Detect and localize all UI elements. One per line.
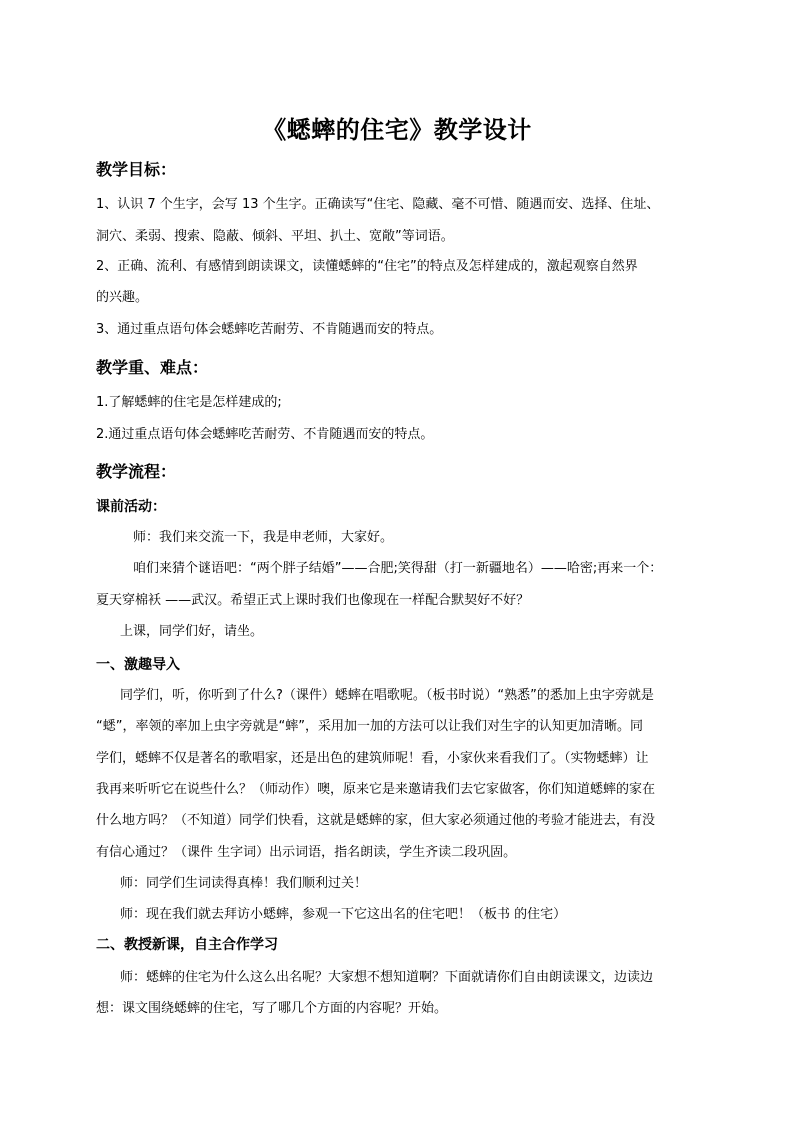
process-heading: 教学流程： (96, 462, 177, 481)
section1-line: 有信心通过？（课件 生字词）出示词语，指名朗读，学生齐读二段巩固。 (96, 845, 517, 860)
document-title: 《蟋蟀的住宅》教学设计 (262, 115, 532, 144)
section1-line: 学们，蟋蟀不仅是著名的歌唱家，还是出色的建筑师呢！看，小家伙来看我们了。（实物蟋蟀）让 (96, 751, 649, 766)
objectives-line: 的兴趣。 (96, 290, 149, 305)
pre-class-line: 夏天穿棉袄 ——武汉。希望正式上课时我们也像现在一样配合默契好不好？ (96, 593, 530, 608)
section1-line: 师：现在我们就去拜访小蟋蟀，参观一下它这出名的住宅吧！（板书 的住宅） (120, 907, 567, 922)
objectives-line: 1、认识 7 个生字，会写 13 个生字。正确读写“住宅、隐藏、毫不可惜、随遇而安、选择、住址、 (96, 197, 660, 212)
section1-line: 什么地方吗？（不知道）同学们快看，这就是蟋蟀的家，但大家必须通过他的考验才能进去，有没 (96, 813, 656, 828)
section1-line: 师：同学们生词读得真棒！我们顺利过关！ (120, 876, 368, 891)
section1-line: 我再来听听它在说些什么？（师动作）噢，原来它是来邀请我们去它家做客，你们知道蟋蟀的家在 (96, 782, 656, 797)
pre-class-line: 上课，同学们好，请坐。 (120, 624, 264, 639)
section1-line: 同学们，听，你听到了什么?（课件）蟋蟀在唱歌呢。（板书时说）“熟悉”的悉加上虫字旁就是 (120, 688, 654, 703)
section2-line: 师：蟋蟀的住宅为什么这么出名呢？大家想不想知道啊？下面就请你们自由朗读课文，边读边 (120, 970, 654, 985)
pre-class-line: 师：我们来交流一下，我是申老师，大家好。 (133, 530, 394, 545)
objectives-line: 2、正确、流利、有感情到朗读课文，读懂蟋蟀的“住宅”的特点及怎样建成的，激起观察自然界 (96, 259, 638, 274)
objectives-heading: 教学目标： (96, 160, 177, 179)
key-points-line: 2.通过重点语句体会蟋蟀吃苦耐劳、不肯随遇而安的特点。 (96, 427, 434, 442)
section2-heading: 二、教授新课，自主合作学习 (96, 937, 278, 953)
objectives-line: 3、通过重点语句体会蟋蟀吃苦耐劳、不肯随遇而安的特点。 (96, 322, 443, 337)
section1-heading: 一、激趣导入 (96, 657, 180, 673)
pre-class-line: 咱们来猜个谜语吧：“两个胖子结婚”——合肥;笑得甜（打一新疆地名）——哈密;再来一个： (133, 561, 663, 576)
objectives-line: 洞穴、柔弱、搜索、隐蔽、倾斜、平坦、扒土、宽敞”等词语。 (96, 229, 454, 244)
section1-line: “蟋”，率领的率加上虫字旁就是“蟀”，采用加一加的方法可以让我们对生字的认知更加清晰。同 (96, 719, 643, 734)
pre-class-heading: 课前活动： (96, 499, 166, 515)
key-points-heading: 教学重、难点： (96, 358, 209, 377)
key-points-line: 1.了解蟋蟀的住宅是怎样建成的; (96, 395, 282, 410)
section2-line: 想：课文围绕蟋蟀的住宅，写了哪几个方面的内容呢？开始。 (96, 1001, 448, 1016)
